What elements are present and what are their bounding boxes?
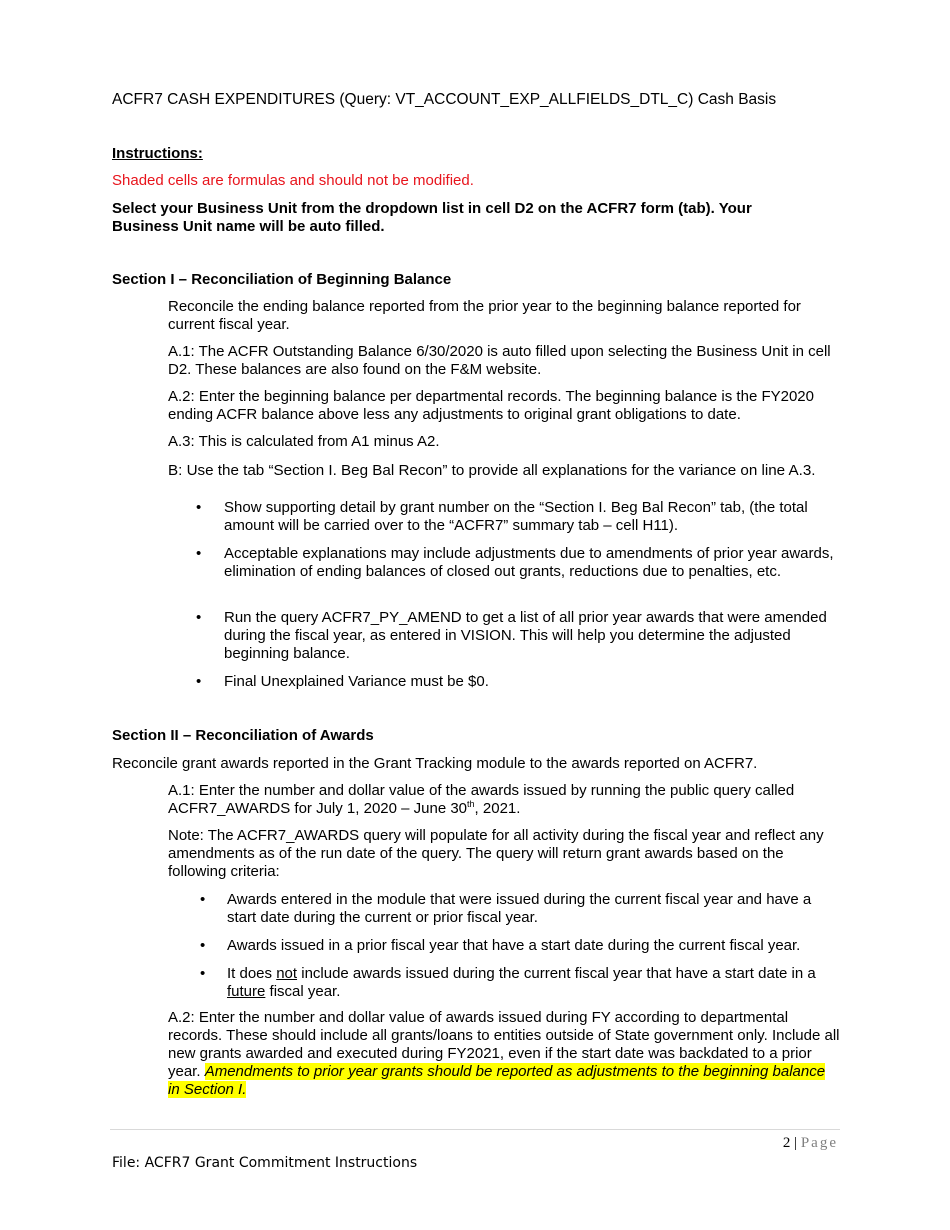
bullet-icon: • xyxy=(196,545,202,562)
bullet-icon: • xyxy=(200,965,206,982)
document-header-title: ACFR7 CASH EXPENDITURES (Query: VT_ACCOUNT_EXP_ALLFIELDS_DTL_C) Cash Basis xyxy=(112,91,777,108)
page-number-separator: | xyxy=(790,1135,801,1151)
section-2-a2 xyxy=(168,1009,840,1099)
list-item xyxy=(196,609,840,667)
list-item-text: Run the query ACFR7_PY_AMEND to get a list of all prior year awards that were amended during the fiscal year, as entered in VISION. This will help you determine the adjusted beginning balance. xyxy=(224,609,827,662)
footer-divider xyxy=(110,1129,840,1130)
list-item-text xyxy=(227,965,839,1001)
footer-file-name: File: ACFR7 Grant Commitment Instructions xyxy=(112,1155,418,1171)
list-item-text: Final Unexplained Variance must be $0. xyxy=(224,673,489,690)
highlighted-amendment-note: Amendments to prior year grants should be reported as adjustments to the beginning balance in Section I. xyxy=(168,1063,826,1098)
instructions-heading: Instructions: xyxy=(112,145,203,162)
bullet-icon: • xyxy=(196,499,202,516)
list-item xyxy=(200,965,840,1005)
section-1-heading: Section I – Reconciliation of Beginning Balance xyxy=(112,271,452,288)
list-item-text: Acceptable explanations may include adjustments due to amendments of prior year awards, elimination of ending balances of closed out grants, reductions due to penalties, etc. xyxy=(224,545,834,580)
section-2-heading: Section II – Reconciliation of Awards xyxy=(112,727,374,744)
section-2-intro: Reconcile grant awards reported in the Grant Tracking module to the awards reported on ACFR7. xyxy=(112,755,758,772)
list-item-text: Awards issued in a prior fiscal year that have a start date during the current fiscal year. xyxy=(227,937,801,954)
section-1-a1: A.1: The ACFR Outstanding Balance 6/30/2020 is auto filled upon selecting the Business Unit in cell D2. These balances are also found on the F&M website. xyxy=(168,343,831,378)
list-item-text-part: fiscal year. xyxy=(265,983,341,1000)
list-item xyxy=(196,499,840,539)
bullet-icon: • xyxy=(196,673,202,690)
page-label: Page xyxy=(800,1135,838,1151)
list-item xyxy=(200,891,840,931)
list-item-text: Show supporting detail by grant number on the “Section I. Beg Bal Recon” tab, (the total amount will be carried over to the “ACFR7” summary tab – cell H11). xyxy=(224,499,808,534)
section-1-intro: Reconcile the ending balance reported from the prior year to the beginning balance reported for current fiscal year. xyxy=(168,298,801,333)
page-number xyxy=(783,1134,838,1152)
list-item-text: Awards entered in the module that were issued during the current fiscal year and have a start date during the current or prior fiscal year. xyxy=(227,891,812,926)
ordinal-suffix: th xyxy=(467,799,475,809)
section-2-note: Note: The ACFR7_AWARDS query will populate for all activity during the fiscal year and reflect any amendments as of the run date of the query. The query will return grant awards based on the following criteria: xyxy=(168,827,824,880)
list-item xyxy=(196,673,840,695)
list-item xyxy=(200,937,840,959)
bullet-icon: • xyxy=(200,891,206,908)
bullet-icon: • xyxy=(200,937,206,954)
section-1-bullet-list xyxy=(196,499,840,699)
section-2-a2-text: A.2: Enter the number and dollar value of awards issued during FY according to departmental records. These should include all grants/loans to entities outside of State government only. Include all new grants awarded and executed during FY2021, even if the start date was backdated to a prior year. xyxy=(168,1009,840,1080)
section-2-bullet-list xyxy=(200,891,840,1003)
section-2-a1 xyxy=(168,782,840,818)
list-item-text-part: include awards issued during the current fiscal year that have a start date in a xyxy=(297,965,816,982)
page-number-value: 2 xyxy=(782,1135,791,1151)
section-1-a2: A.2: Enter the beginning balance per departmental records. The beginning balance is the FY2020 ending ACFR balance above less any adjustments to original grant obligations to date. xyxy=(168,388,814,423)
emphasis-future: future xyxy=(227,983,266,1000)
section-2-a1-text: A.1: Enter the number and dollar value of the awards issued by running the public query called ACFR7_AWARDS for July 1, 2020 – June 30 xyxy=(168,782,795,817)
list-item-text-part: It does xyxy=(227,965,277,982)
section-2-a1-end: , 2021. xyxy=(474,800,521,817)
bullet-icon: • xyxy=(196,609,202,626)
business-unit-instruction: Select your Business Unit from the dropdown list in cell D2 on the ACFR7 form (tab). Your Business Unit name will be auto filled. xyxy=(112,200,752,235)
shaded-cells-warning: Shaded cells are formulas and should not be modified. xyxy=(112,172,474,189)
emphasis-not: not xyxy=(276,965,298,982)
section-1-b: B: Use the tab “Section I. Beg Bal Recon” to provide all explanations for the variance on line A.3. xyxy=(168,462,816,479)
section-1-a3: A.3: This is calculated from A1 minus A2. xyxy=(168,433,440,450)
list-item xyxy=(196,545,840,603)
